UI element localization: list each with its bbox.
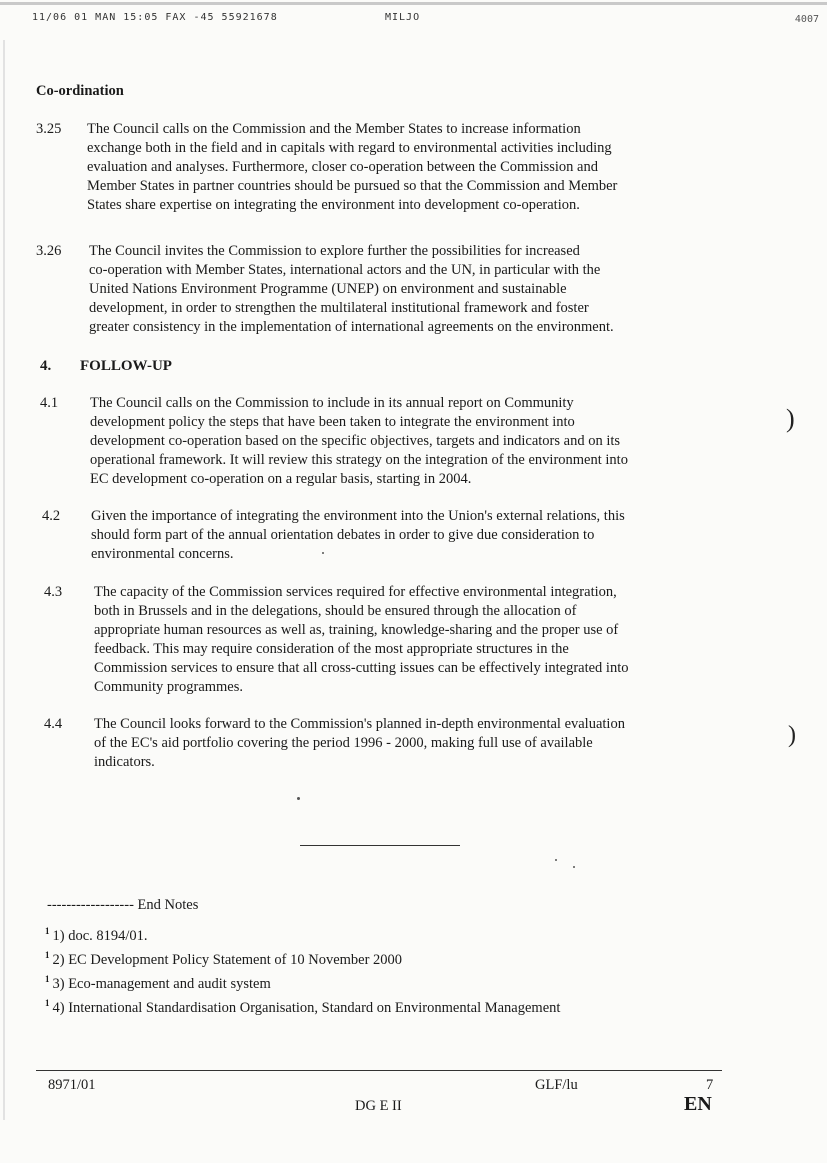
text-line: environmental concerns. [91, 546, 234, 562]
text-line: The Council calls on the Commission and the Member States to increase information [87, 121, 581, 137]
text-line: of the EC's aid portfolio covering the period 1996 - 2000, making full use of available [94, 735, 593, 751]
paragraph-3-26 [36, 242, 726, 342]
text-line: The Council calls on the Commission to include in its annual report on Community [90, 395, 574, 411]
text-line: both in Brussels and in the delegations, should be ensured through the allocation of [94, 603, 577, 619]
text-line: development co-operation based on the specific objectives, targets and indicators and on its [90, 433, 621, 449]
left-margin-line [3, 40, 5, 1120]
text-line: feedback. This may require consideration of the most appropriate structures in the [94, 641, 569, 657]
scan-speck [573, 866, 575, 868]
paragraph-3-25 [36, 120, 726, 220]
endnote-text: 4) International Standardisation Organisation, Standard on Environmental Management [52, 1000, 561, 1016]
paragraph-text [89, 242, 707, 337]
paragraph-number: 3.26 [36, 243, 62, 259]
paragraph-4-1 [40, 394, 730, 494]
fax-header-center: MILJO [385, 12, 421, 23]
endnote-mark: 1 [45, 998, 50, 1008]
paragraph-number: 4.2 [42, 508, 61, 524]
text-line: exchange both in the field and in capitals with regard to environmental activities including [87, 140, 612, 156]
paragraph-4-2 [42, 507, 732, 567]
footer-directorate: DG E II [355, 1098, 402, 1114]
heading-number: 4. [40, 358, 52, 374]
section-heading: Co-ordination [36, 83, 124, 99]
paragraph-text [94, 715, 714, 772]
footer-language: EN [684, 1093, 712, 1115]
separator-rule [300, 845, 460, 846]
paragraph-text [90, 394, 712, 489]
paragraph-4-4 [44, 715, 734, 775]
text-line: The Council invites the Commission to explore further the possibilities for increased [89, 243, 580, 259]
endnote-mark: 1 [45, 926, 50, 936]
endnote-mark: 1 [45, 950, 50, 960]
followup-heading [40, 358, 172, 375]
text-line: appropriate human resources as well as, training, knowledge-sharing and the proper use of [94, 622, 619, 638]
paragraph-number: 3.25 [36, 121, 62, 137]
paragraph-4-3 [44, 583, 734, 703]
text-line: greater consistency in the implementation of international agreements on the environment. [89, 319, 614, 335]
scan-speck [297, 797, 300, 800]
paragraph-number: 4.4 [44, 716, 63, 732]
text-line: Member States in partner countries should be pursued so that the Commission and Member [87, 178, 618, 194]
text-line: operational framework. It will review this strategy on the integration of the environment into [90, 452, 628, 468]
endnote-text: 1) doc. 8194/01. [52, 928, 148, 944]
text-line: Community programmes. [94, 679, 244, 695]
text-line: The Council looks forward to the Commission's planned in-depth environmental evaluation [94, 716, 625, 732]
text-line: development, in order to strengthen the multilateral institutional framework and foster [89, 300, 589, 316]
scan-speck [322, 552, 324, 554]
text-line: United Nations Environment Programme (UNEP) on environment and sustainable [89, 281, 567, 297]
margin-bracket-mark: ) [788, 722, 796, 748]
text-line: development policy the steps that have been taken to integrate the environment into [90, 414, 575, 430]
footer-initials: GLF/lu [535, 1077, 578, 1093]
text-line: Commission services to ensure that all cross-cutting issues can be effectively integrated into [94, 660, 629, 676]
endnotes-heading: ------------------ End Notes [47, 897, 199, 913]
text-line: The capacity of the Commission services required for effective environmental integration, [94, 584, 617, 600]
scan-speck [555, 859, 557, 861]
paragraph-number: 4.3 [44, 584, 63, 600]
fax-top-rule [0, 2, 827, 5]
margin-bracket-mark: ) [786, 404, 795, 433]
text-line: States share expertise on integrating the environment into development co-operation. [87, 197, 580, 213]
paragraph-text [91, 507, 713, 564]
heading-title: FOLLOW-UP [80, 358, 172, 374]
paragraph-number: 4.1 [40, 395, 59, 411]
paragraph-text [94, 583, 714, 697]
footer-page-number: 7 [706, 1077, 714, 1093]
footer-rule [36, 1070, 722, 1071]
endnote [45, 970, 560, 994]
endnote [45, 946, 560, 970]
fax-header-right: 4007 [794, 14, 819, 25]
paragraph-text [87, 120, 707, 215]
endnotes-list [45, 922, 560, 1018]
fax-header-left: 11/06 01 MAN 15:05 FAX -45 55921678 [32, 12, 278, 23]
text-line: Given the importance of integrating the environment into the Union's external relations, this [91, 508, 625, 524]
endnote [45, 922, 560, 946]
footer-doc-ref: 8971/01 [48, 1077, 96, 1093]
text-line: should form part of the annual orientation debates in order to give due consideration to [91, 527, 595, 543]
endnote [45, 994, 560, 1018]
text-line: indicators. [94, 754, 155, 770]
text-line: co-operation with Member States, international actors and the UN, in particular with the [89, 262, 601, 278]
endnote-text: 3) Eco-management and audit system [52, 976, 271, 992]
text-line: EC development co-operation on a regular basis, starting in 2004. [90, 471, 472, 487]
text-line: evaluation and analyses. Furthermore, closer co-operation between the Commission and [87, 159, 598, 175]
endnote-text: 2) EC Development Policy Statement of 10 November 2000 [52, 952, 403, 968]
endnote-mark: 1 [45, 974, 50, 984]
